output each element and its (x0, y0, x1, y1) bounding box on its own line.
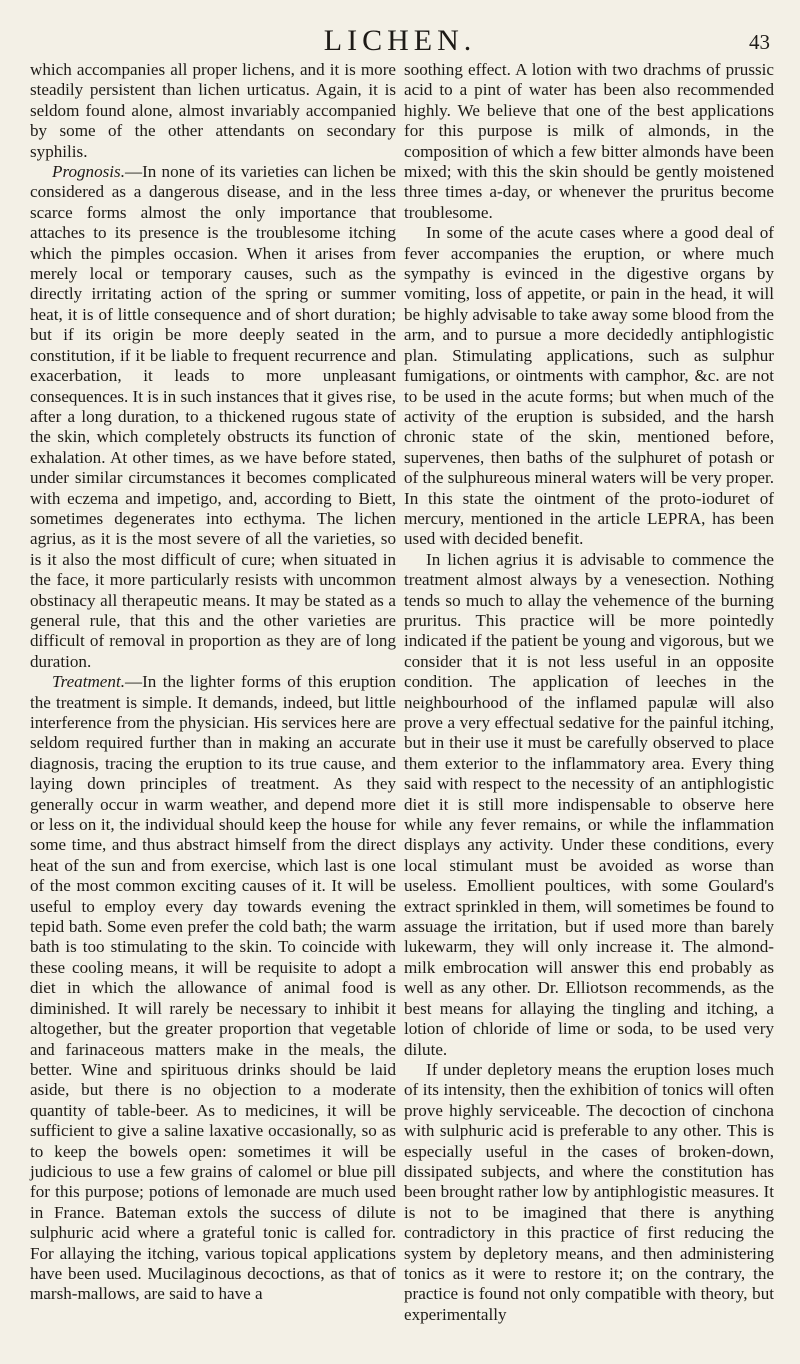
left-column (30, 60, 396, 1305)
paragraph-treatment (30, 672, 396, 1305)
running-title: LICHEN. (323, 24, 477, 57)
right-column (404, 60, 774, 1325)
paragraph: In lichen agrius it is advisable to commence the treatment almost always by a venesection. Nothing tends so much to allay the vehemence of the burning pruritus. This practice will be more pointedly indicated if the patient be young and vigorous, but we consider that it is not less useful in an opposite condition. The application of leeches in the neighbourhood of the inflamed papulæ will also prove a very effectual sedative for the painful itching, but in their use it must be carefully observed to place them exterior to the inflammatory area. Every thing said with respect to the necessity of an antiphlogistic diet it is still more indispensable to observe here while any fever remains, or while the inflammation displays any activity. Under these conditions, every local stimulant must be avoided as worse than useless. Emollient poultices, with some Goulard's extract sprinkled in them, will sometimes be found to assuage the irritation, but if used more than barely lukewarm, they will only increase it. The almond-milk embrocation will answer this end probably as well as any other. Dr. Elliotson recommends, as the best means for allaying the tingling and itching, a lotion of chloride of lime or soda, to be used very dilute. (404, 549, 774, 1059)
paragraph: In some of the acute cases where a good deal of fever accompanies the eruption, or where much sympathy is evinced in the digestive organs by vomiting, loss of appetite, or pain in the head, it will be highly advisable to take away some blood from the arm, and to pursue a more decidedly antiphlogistic plan. Stimulating applications, such as sulphur fumigations, or ointments with camphor, &c. are not to be used in the acute forms; but when much of the activity of the eruption is subsided, and the harsh chronic state of the skin, mentioned before, supervenes, then baths of the sulphuret of potash or of the sulphureous mineral waters will be very proper. In this state the ointment of the proto-ioduret of mercury, mentioned in the article LEPRA, has been used with decided benefit. (404, 223, 774, 549)
paragraph: If under depletory means the eruption loses much of its intensity, then the exhibition of tonics will often prove highly serviceable. The decoction of cinchona with sulphuric acid is preferable to any other. This is especially useful in the cases of broken-down, dissipated subjects, and where the constitution has been brought rather low by antiphlogistic measures. It is not to be imagined that there is anything contradictory in this practice of first reducing the system by depletory means, and then administering tonics as it were to restore it; on the contrary, the practice is found not only compatible with theory, but experimentally (404, 1059, 774, 1324)
section-heading-treatment: Treatment. (52, 672, 125, 692)
page-number: 43 (749, 30, 770, 54)
paragraph: which accompanies all proper lichens, and it is more steadily persistent than lichen urticatus. Again, it is seldom found alone, almost invariably accompanied by some of the other attendants on secondary syphilis. (30, 60, 396, 161)
paragraph-text: —In none of its varieties can lichen be considered as a dangerous disease, and in the less scarce forms almost the only importance that attaches to its presence is the troublesome itching which the pimples occasion. When it arises from merely local or temporary causes, such as the directly irritating action of the spring or summer heat, it is of little consequence and of short duration; but if its origin be more deeply seated in the constitution, if it be liable to frequent recurrence and exacerbation, it leads to more unpleasant consequences. It is in such instances that it gives rise, after a long duration, to a thickened rugous state of the skin, which completely obstructs its function of exhalation. At other times, as we have before stated, under similar circumstances it becomes complicated with eczema and impetigo, and, according to Biett, sometimes degenerates into ecthyma. The lichen agrius, as it is the most severe of all the varieties, so is it also the most difficult of cure; when situated in the face, it more particularly resists with uncommon obstinacy all therapeutic means. It may be stated as a general rule, that this and the other varieties are difficult of removal in proportion as they are of long duration. (30, 162, 397, 671)
paragraph-prognosis (30, 162, 396, 672)
paragraph: soothing effect. A lotion with two drachms of prussic acid to a pint of water has been also recommended highly. We believe that one of the best applications for this purpose is milk of almonds, in the composition of which a few bitter almonds have been mixed; with this the skin should be gently moistened three times a-day, or whenever the pruritus become troublesome. (404, 60, 774, 222)
paragraph-text: —In the lighter forms of this eruption the treatment is simple. It demands, indeed, but little interference from the physician. His services here are seldom required further than in making an accurate diagnosis, tracing the eruption to its true cause, and laying down principles of treatment. As they generally occur in warm weather, and depend more or less on it, the individual should keep the house for some time, and thus abstract himself from the direct heat of the sun and from exercise, which last is one of the most common exciting causes of it. It will be useful to employ every day towards evening the tepid bath. Some even prefer the cold bath; the warm bath is too stimulating to the skin. To coincide with these cooling means, it will be requisite to adopt a diet in which the allowance of animal food is diminished. It will rarely be necessary to inhibit it altogether, but the greater proportion that vegetable and farinaceous matters make in the meals, the better. Wine and spirituous drinks should be laid aside, but there is no objection to a moderate quantity of table-beer. As to medicines, it will be sufficient to give a saline laxative occasionally, so as to keep the bowels open: sometimes it will be judicious to use a few grains of calomel or blue pill for this purpose; potions of lemonade are much used in France. Bateman extols the success of dilute sulphuric acid where a grateful tonic is called for. For allaying the itching, various topical applications have been used. Mucilaginous decoctions, as that of marsh-mallows, are said to have a (30, 672, 396, 1304)
section-heading-prognosis: Prognosis. (52, 162, 125, 182)
running-head (0, 14, 800, 56)
